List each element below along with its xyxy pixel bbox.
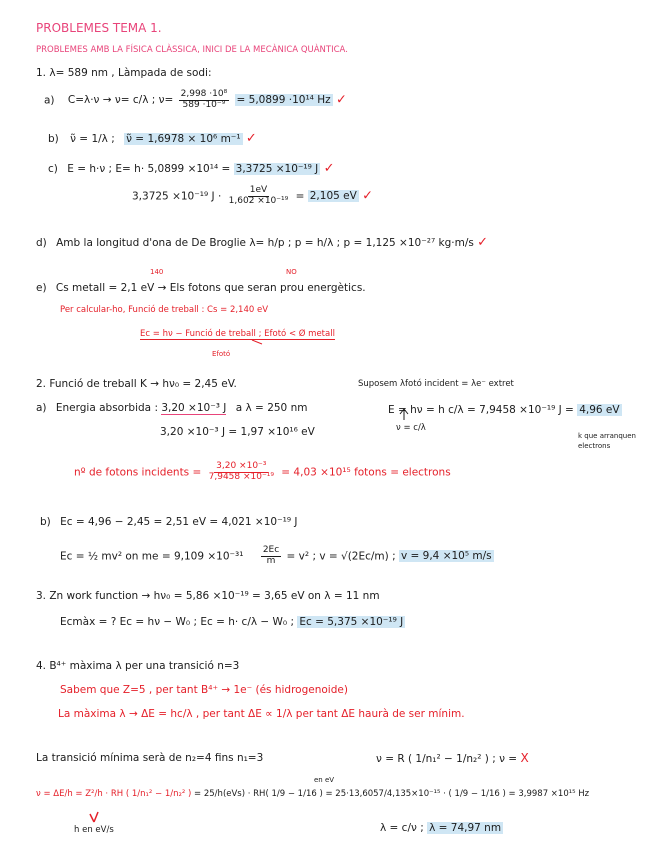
page-title: PROBLEMES TEMA 1. bbox=[36, 21, 162, 35]
photon-count-label: nº de fotons incidents = bbox=[74, 466, 202, 479]
problem-1b-formula: ν̃ = 1/λ ; bbox=[70, 133, 115, 145]
velocity-result: v = 9,4 ×10⁵ m/s bbox=[400, 550, 492, 563]
problem-4-transition: La transició mínima serà de n₂=4 fins n₁=3 bbox=[36, 752, 264, 764]
problem-1d-formula: Amb la longitud d'ona de De Broglie λ= h/p ; p = h/λ ; bbox=[56, 237, 341, 249]
check-arrow-icon bbox=[90, 812, 98, 822]
problem-4-note-1: Sabem que Z=5 , per tant B⁴⁺ → 1e⁻ (és hidrogenoide) bbox=[60, 684, 348, 696]
wavelength-result: λ = 74,97 nm bbox=[429, 822, 502, 834]
item-label: a) bbox=[44, 94, 55, 107]
problem-1a-result: = 5,0899 ·10¹⁴ Hz bbox=[236, 94, 331, 107]
problem-2a-value: 3,20 ×10⁻³ J bbox=[161, 402, 227, 414]
problem-3-heading: 3. Zn work function → hν₀ = 5,86 ×10⁻¹⁹ = 3,65 eV on λ = 11 nm bbox=[36, 590, 380, 602]
up-arrow-icon bbox=[400, 409, 408, 420]
rydberg-text: ν = R ( 1/n₁² − 1/n₂² ) ; ν = bbox=[376, 753, 521, 765]
problem-1a-formula: C=λ·ν → ν= c/λ ; ν= bbox=[67, 94, 174, 107]
problem-1e-text: Cs metall = 2,1 eV → Els fotons que seran prou energètics. bbox=[55, 282, 366, 294]
energy-formula: E = hν = h c/λ = 7,9458 ×10⁻¹⁹ J = bbox=[388, 404, 574, 416]
problem-1c-ev-result: 2,105 eV bbox=[309, 190, 357, 203]
velocity-formula: = v² ; v = √(2Ec/m) ; bbox=[286, 550, 396, 563]
problem-1b-result: ν̃ = 1,6978 × 10⁶ m⁻¹ bbox=[126, 133, 241, 145]
problem-3-result: Ec = 5,375 ×10⁻¹⁹ J bbox=[299, 616, 404, 628]
problem-3-formula: Ecmàx = ? Ec = hν − W₀ ; Ec = h· c/λ − W₀ ; bbox=[60, 616, 295, 628]
underline-mark bbox=[252, 340, 262, 344]
fraction-denominator: 1,602 ×10⁻¹⁹ bbox=[228, 195, 289, 206]
side-note: electrons bbox=[578, 442, 611, 450]
frequency-calculation: = 25/h(eVs) · RH( 1/9 − 1/16 ) = 25·13,6057/4,135×10⁻¹⁵ · ( 1/9 − 1/16 ) = 3,9987 ×10¹⁵ Hz bbox=[194, 789, 590, 799]
item-label: d) bbox=[36, 237, 47, 249]
conversion-text: 3,3725 ×10⁻¹⁹ J · bbox=[132, 190, 222, 203]
problem-2-heading: 2. Funció de treball K → hν₀ = 2,45 eV. bbox=[36, 378, 237, 390]
check-mark-icon: ✓ bbox=[245, 131, 257, 146]
unit-note: en eV bbox=[314, 776, 335, 784]
problem-2a-condition: a λ = 250 nm bbox=[235, 402, 308, 414]
fraction-denominator: 7,9458 ×10⁻¹⁹ bbox=[208, 471, 274, 482]
wavelength-formula: λ = c/ν ; bbox=[380, 822, 424, 834]
check-mark-icon: ✓ bbox=[362, 188, 374, 204]
problem-1c-conversion: 3,3725 ×10⁻¹⁹ J · $\frac{1eV}{\text{1,602 ×10⁻¹⁹}}$ = 2,105 eV ✓ bbox=[132, 185, 374, 206]
fraction-numerator: 2Ec bbox=[262, 545, 280, 555]
cross-mark-icon: X bbox=[520, 751, 529, 765]
energy-result: 4,96 eV bbox=[579, 404, 620, 416]
problem-4-heading: 4. B⁴⁺ màxima λ per una transició n=3 bbox=[36, 660, 240, 672]
item-label: a) bbox=[36, 402, 47, 414]
fraction-denominator: m bbox=[266, 555, 276, 566]
problem-1-heading-text: 1. λ= 589 nm , Làmpada de sodi: bbox=[36, 67, 212, 79]
check-mark-icon: ✓ bbox=[477, 235, 489, 250]
problem-2a-conversion: 3,20 ×10⁻³ J = 1,97 ×10¹⁶ eV bbox=[160, 426, 315, 438]
frequency-formula: ν = c/λ bbox=[396, 423, 426, 433]
problem-1e-correction-1: Per calcular-ho, Funció de treball : Cs = 2,140 eV bbox=[60, 305, 269, 315]
photon-count-result: = 4,03 ×10¹⁵ fotons = electrons bbox=[281, 466, 451, 479]
check-mark-icon: ✓ bbox=[323, 161, 335, 176]
problem-1e-correction-3: Efotó bbox=[212, 350, 231, 358]
item-label: c) bbox=[48, 163, 58, 175]
problem-1c-result: 3,3725 ×10⁻¹⁹ J bbox=[235, 163, 319, 175]
page-subtitle: PROBLEMES AMB LA FÍSICA CLÀSSICA, INICI DE LA MECÀNICA QUÀNTICA. bbox=[36, 45, 348, 55]
fraction-numerator: 3,20 ×10⁻³ bbox=[216, 461, 267, 471]
check-mark-icon: ✓ bbox=[335, 92, 347, 108]
problem-2-assumption: Suposem λfotó incident = λe⁻ extret bbox=[358, 379, 514, 389]
fraction-denominator: 589 ·10⁻⁹ bbox=[182, 99, 226, 110]
problem-2b-text: Ec = 4,96 − 2,45 = 2,51 eV = 4,021 ×10⁻¹⁹ J bbox=[60, 516, 298, 528]
planck-unit-note: h en eV/s bbox=[74, 825, 114, 835]
kinetic-energy-formula: Ec = ½ mv² on me = 9,109 ×10⁻³¹ bbox=[60, 550, 244, 563]
problem-1d-result: p = 1,125 ×10⁻²⁷ kg·m/s bbox=[343, 237, 474, 249]
item-label: b) bbox=[48, 133, 59, 145]
fraction-numerator: 1eV bbox=[249, 185, 268, 195]
item-label: b) bbox=[40, 516, 51, 528]
correction-note: NO bbox=[286, 268, 297, 276]
frequency-formula-red: ν = ΔE/h = Z²/h · RH ( 1/n₁² − 1/n₂² ) bbox=[36, 789, 192, 799]
correction-text: Ec = hν − Funció de treball ; Efotó < Ø metall bbox=[140, 329, 335, 339]
fraction-numerator: 2,998 ·10⁸ bbox=[180, 89, 228, 99]
correction-note: 140 bbox=[150, 268, 164, 276]
problem-2a-text: Energia absorbida : bbox=[55, 402, 158, 414]
side-note: k que arranquen bbox=[578, 432, 636, 440]
problem-1c-formula: E = h·ν ; E= h· 5,0899 ×10¹⁴ = bbox=[67, 163, 231, 175]
problem-4-note-2: La màxima λ → ΔE = hc/λ , per tant ΔE ∝ 1/λ per tant ΔE haurà de ser mínim. bbox=[58, 708, 465, 720]
item-label: e) bbox=[36, 282, 47, 294]
